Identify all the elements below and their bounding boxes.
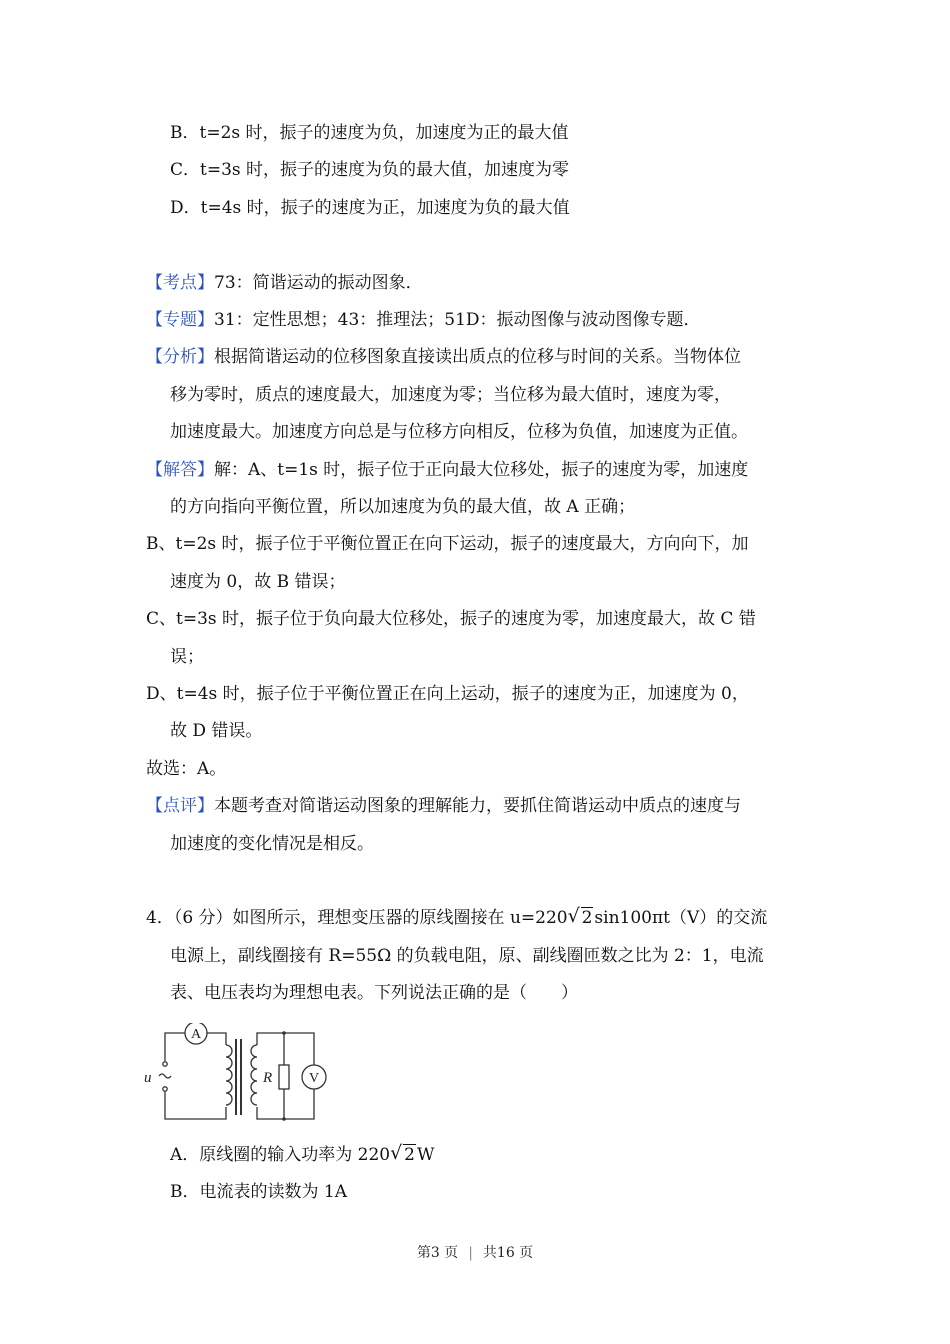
transformer-circuit-diagram [140,1023,335,1125]
sqrt-symbol: √ 2 [390,1143,416,1167]
secondary-wire-bottom [257,1089,314,1119]
primary-wire-top [165,1033,185,1061]
fenxi-line-1 [146,345,741,369]
terminal-bottom [163,1087,167,1091]
q4-text-1a: 4．（6 分）如图所示，理想变压器的原线圈接在 u=220 [146,908,568,928]
resistor-label: R [263,1070,273,1086]
kaodian-text: 73：简谐运动的振动图象． [214,273,423,293]
q4-option-b: B．电流表的读数为 1A [170,1182,347,1202]
resistor [279,1065,289,1089]
page-footer [0,1242,950,1262]
zhuanti-tag: 【专题】 [146,310,214,330]
jieda-b-line-1: B、t=2s 时，振子位于平衡位置正在向下运动，振子的速度最大，方向向下，加 [146,534,749,554]
answer-line: 故选：A。 [146,759,227,779]
fenxi-text-1: 根据简谐运动的位移图象直接读出质点的位移与时间的关系。当物体位 [214,347,741,367]
q4-option-a: A．原线圈的输入功率为 220√ 2 W [170,1143,434,1167]
zhuanti-text: 31：定性思想；43：推理法；51D：振动图像与波动图像专题． [214,310,701,330]
jieda-c-line-2: 误； [170,647,204,667]
page-number: 第3 页 [416,1245,459,1261]
jieda-d-line-1: D、t=4s 时，振子位于平衡位置正在向上运动，振子的速度为正，加速度为 0， [146,684,749,704]
jieda-line-1 [146,458,748,482]
primary-coil [226,1045,232,1105]
fenxi-line-2: 移为零时，质点的速度最大，加速度为零；当位移为最大值时，速度为零， [170,385,731,405]
terminal-top [163,1062,167,1066]
q4-text-1b: sin100πt（V）的交流 [594,908,768,928]
prev-option-d: D．t=4s 时，振子的速度为正，加速度为负的最大值 [170,198,570,218]
q4-line-1 [146,906,767,930]
jieda-d-line-2: 故 D 错误。 [170,721,263,741]
dianping-line-1 [146,794,741,818]
jieda-line-2: 的方向指向平衡位置，所以加速度为负的最大值，故 A 正确； [170,497,636,517]
kaodian-line [146,271,423,295]
footer-separator: | [468,1245,473,1261]
fenxi-tag: 【分析】 [146,347,214,367]
jieda-tag: 【解答】 [146,460,214,480]
primary-wire-bottom [165,1091,226,1119]
fenxi-line-3: 加速度最大。加速度方向总是与位移方向相反，位移为负值，加速度为正值。 [170,422,748,442]
secondary-wire-top [257,1033,314,1065]
zhuanti-line [146,308,701,332]
secondary-coil [251,1045,257,1105]
dianping-tag: 【点评】 [146,796,214,816]
q4-line-3: 表、电压表均为理想电表。下列说法正确的是（ ） [170,983,578,1003]
kaodian-tag: 【考点】 [146,273,214,293]
voltmeter-label: V [308,1071,320,1086]
ammeter-label: A [190,1027,202,1042]
source-label: u [144,1070,152,1086]
jieda-b-line-2: 速度为 0，故 B 错误； [170,572,346,592]
jieda-text-1: 解：A、t=1s 时，振子位于正向最大位移处，振子的速度为零，加速度 [214,460,749,480]
sqrt-symbol: √ 2 [568,906,594,930]
prev-option-c: C．t=3s 时，振子的速度为负的最大值，加速度为零 [170,160,570,180]
primary-wire-top-right [207,1033,226,1045]
dianping-line-2: 加速度的变化情况是相反。 [170,834,374,854]
dianping-text-1: 本题考查对简谐运动图象的理解能力，要抓住简谐运动中质点的速度与 [214,796,741,816]
q4-line-2: 电源上，副线圈接有 R=55Ω 的负载电阻，原、副线圈匝数之比为 2：1，电流 [170,946,764,966]
jieda-c-line-1: C、t=3s 时，振子位于负向最大位移处，振子的速度为零，加速度最大，故 C 错 [146,609,756,629]
ac-symbol [159,1074,171,1078]
prev-option-b: B．t=2s 时，振子的速度为负，加速度为正的最大值 [170,123,569,143]
page-total: 共16 页 [482,1245,534,1261]
